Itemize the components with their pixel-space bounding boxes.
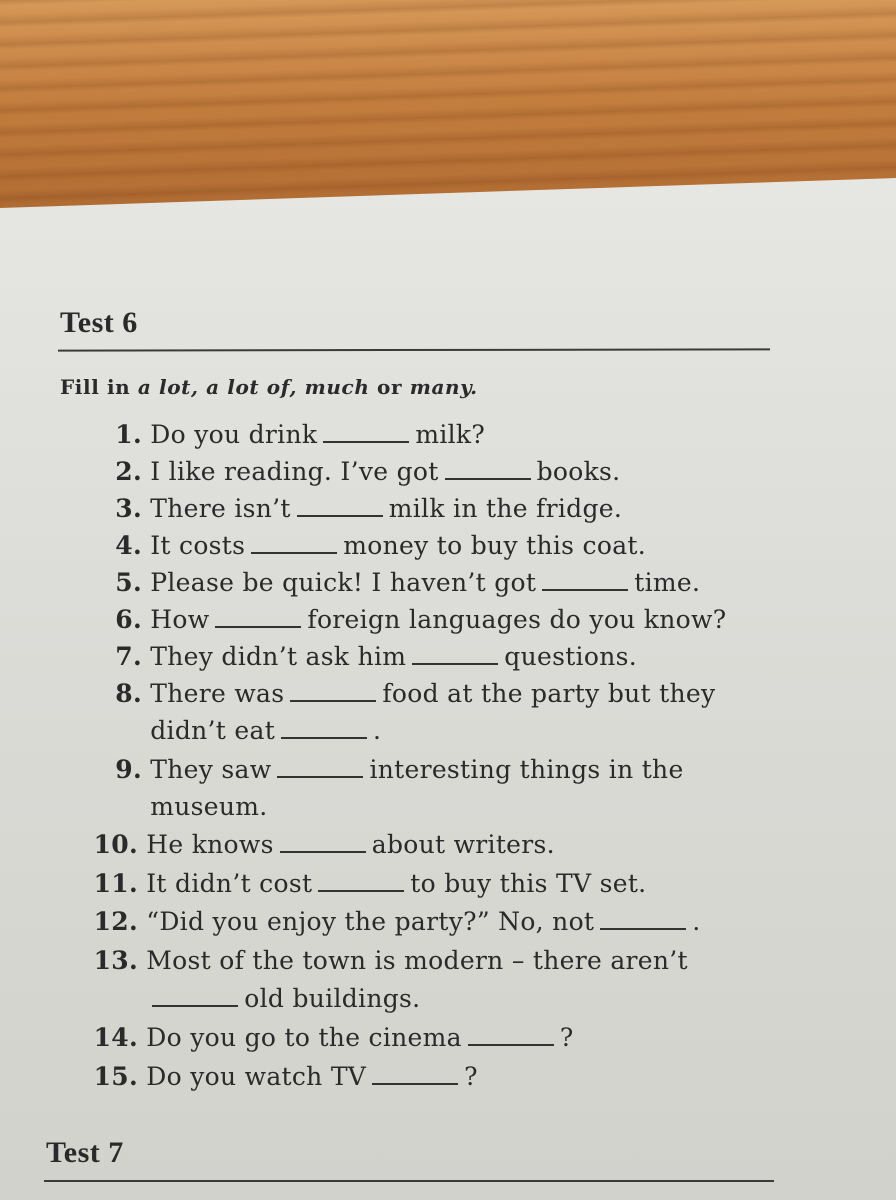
- exercise-line: [82, 984, 420, 1013]
- answer-blank[interactable]: [323, 440, 409, 443]
- exercise-line: [82, 1023, 574, 1052]
- item-text-after: books.: [536, 457, 621, 486]
- test-7-title: Test 7: [46, 1136, 124, 1169]
- item-text-before: Do you go to the cinema: [146, 1023, 462, 1052]
- item-number: 6.: [115, 605, 142, 634]
- item-number: 10.: [93, 830, 138, 859]
- exercise-line: [108, 792, 268, 821]
- answer-blank[interactable]: [215, 625, 301, 628]
- instruction-option-many: many.: [409, 375, 478, 399]
- item-text-after: ?: [464, 1062, 478, 1091]
- answer-blank[interactable]: [277, 775, 363, 778]
- answer-blank[interactable]: [372, 1082, 458, 1085]
- instruction-joiner: or: [377, 375, 403, 399]
- exercise-line: [108, 642, 637, 671]
- exercise-line: [108, 679, 715, 708]
- exercise-line: [108, 716, 381, 745]
- exercise-line: [108, 755, 684, 784]
- item-text-before: It didn’t cost: [146, 869, 313, 898]
- exercise-line: [82, 830, 555, 859]
- exercise-line: [82, 869, 646, 898]
- item-text-before: It costs: [150, 531, 246, 560]
- item-text-before: He knows: [146, 830, 274, 859]
- item-text-after: milk?: [415, 420, 486, 449]
- instruction-option-a-lot: a lot,: [137, 375, 199, 399]
- item-text-after: food at the party but they: [382, 679, 716, 708]
- test-7-divider: [44, 1180, 774, 1182]
- exercise-line: [82, 907, 701, 936]
- exercise-line: [82, 946, 688, 975]
- answer-blank[interactable]: [152, 1004, 238, 1007]
- item-text-before: museum.: [150, 792, 268, 821]
- item-text-before: Do you watch TV: [146, 1062, 367, 1091]
- item-text-after: interesting things in the: [369, 755, 684, 784]
- item-text-after: money to buy this coat.: [343, 531, 646, 560]
- instruction-option-much: much: [304, 375, 370, 399]
- instruction-prefix: Fill in: [60, 375, 131, 399]
- item-number: 7.: [115, 642, 142, 671]
- item-text-after: time.: [634, 568, 701, 597]
- item-number: 11.: [93, 869, 138, 898]
- item-number: 4.: [115, 531, 142, 560]
- item-number: 15.: [93, 1062, 138, 1091]
- item-number: 1.: [115, 420, 142, 449]
- item-text-before: I like reading. I’ve got: [150, 457, 439, 486]
- exercise-line: [108, 531, 646, 560]
- item-text-before: didn’t eat: [150, 716, 276, 745]
- item-text-after: .: [692, 907, 701, 936]
- exercise-line: [108, 457, 620, 486]
- item-number: 8.: [115, 679, 142, 708]
- answer-blank[interactable]: [297, 514, 383, 517]
- answer-blank[interactable]: [290, 699, 376, 702]
- answer-blank[interactable]: [412, 662, 498, 665]
- item-number: 13.: [93, 946, 138, 975]
- item-number: 3.: [115, 494, 142, 523]
- exercise-line: [108, 420, 485, 449]
- item-text-before: They saw: [150, 755, 272, 784]
- item-text-before: Most of the town is modern – there aren’t: [146, 946, 688, 975]
- item-text-before: How: [150, 605, 210, 634]
- item-text-after: to buy this TV set.: [410, 869, 647, 898]
- exercise-line: [108, 494, 622, 523]
- answer-blank[interactable]: [318, 889, 404, 892]
- test-6-title: Test 6: [60, 306, 138, 339]
- item-text-before: There isn’t: [150, 494, 291, 523]
- item-text-after: milk in the fridge.: [388, 494, 623, 523]
- answer-blank[interactable]: [468, 1043, 554, 1046]
- item-text-before: They didn’t ask him: [150, 642, 407, 671]
- item-text-after: ?: [559, 1023, 574, 1052]
- item-text-after: old buildings.: [244, 984, 421, 1013]
- answer-blank[interactable]: [251, 551, 337, 554]
- answer-blank[interactable]: [542, 588, 628, 591]
- instruction-option-a-lot-of: a lot of,: [206, 375, 298, 399]
- answer-blank[interactable]: [600, 927, 686, 930]
- item-text-after: foreign languages do you know?: [307, 605, 727, 634]
- item-text-before: “Did you enjoy the party?” No, not: [146, 907, 595, 936]
- item-number: 9.: [115, 755, 142, 784]
- exercise-line: [108, 568, 700, 597]
- answer-blank[interactable]: [280, 850, 366, 853]
- exercise-line: [108, 605, 726, 634]
- item-number: 2.: [115, 457, 142, 486]
- item-number: 14.: [93, 1023, 138, 1052]
- answer-blank[interactable]: [281, 736, 367, 739]
- item-number: 5.: [115, 568, 142, 597]
- item-text-after: questions.: [504, 642, 637, 671]
- item-text-before: There was: [150, 679, 285, 708]
- exercise-line: [82, 1062, 478, 1091]
- answer-blank[interactable]: [445, 477, 531, 480]
- item-number: 12.: [93, 907, 138, 936]
- item-text-after: about writers.: [371, 830, 555, 859]
- item-text-after: .: [373, 716, 382, 745]
- item-text-before: Please be quick! I haven’t got: [150, 568, 537, 597]
- item-text-before: Do you drink: [150, 420, 318, 449]
